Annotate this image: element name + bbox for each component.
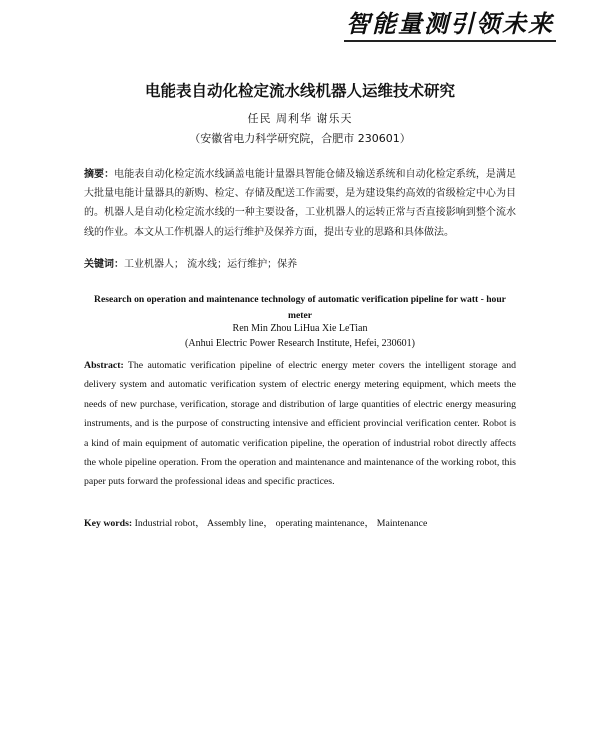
english-authors: Ren Min Zhou LiHua Xie LeTian <box>232 323 368 334</box>
chinese-abstract-text: 电能表自动化检定流水线涵盖电能计量器具智能仓储及输送系统和自动化检定系统，是满足大批量电能计量器具的新购、检定、存储及配送工作需要，是为建设集约高效的省级检定中心为目的。机器人是自动化检定流水线的一种主要设备，工业机器人的运转正常与否直接影响到整个流水线的作业。本文从工作机器人的运行维护及保养方面，提出专业的思路和具体做法。 <box>84 169 517 238</box>
english-abstract <box>84 356 516 492</box>
chinese-keywords <box>84 255 516 270</box>
chinese-abstract-label: 摘要： <box>84 169 115 180</box>
english-keywords-label: Key words: <box>84 518 133 529</box>
english-abstract-text: The automatic verification pipeline of electric energy meter covers the intelligent storage and delivery system and automatic verification system of electric energy metering equipment, which meets the needs of new purchase, verification, storage and distribution of large quantities of electric energy measuring instruments, and is the purpose of constructing intensive and efficient provincial verification center. Robot is a kind of main equipment of automatic verification pipeline, the operation of industrial robot directly affects the whole pipeline operation. From the operation and maintenance and maintenance of the working robot, this paper puts forward the professional ideas and specific practices. <box>84 360 516 488</box>
chinese-authors: 任民 周利华 谢乐天 <box>247 112 353 125</box>
english-affiliation: (Anhui Electric Power Research Institute, Hefei, 230601) <box>185 338 415 349</box>
chinese-keywords-label: 关键词： <box>84 259 124 270</box>
english-keywords <box>84 515 516 529</box>
english-title: Research on operation and maintenance technology of automatic verification pipeline for watt - hour meter <box>94 294 506 321</box>
chinese-title: 电能表自动化检定流水线机器人运维技术研究 <box>144 82 455 100</box>
banner-slogan: 智能量测引领未来 <box>344 4 556 42</box>
chinese-abstract <box>84 165 516 242</box>
chinese-keywords-text: 工业机器人； 流水线；运行维护；保养 <box>124 259 298 270</box>
english-abstract-label: Abstract: <box>84 360 124 371</box>
chinese-affiliation: （安徽省电力科学研究院，合肥市 230601） <box>189 132 411 145</box>
english-keywords-text: Industrial robot， Assembly line， operating maintenance， Maintenance <box>134 518 428 529</box>
